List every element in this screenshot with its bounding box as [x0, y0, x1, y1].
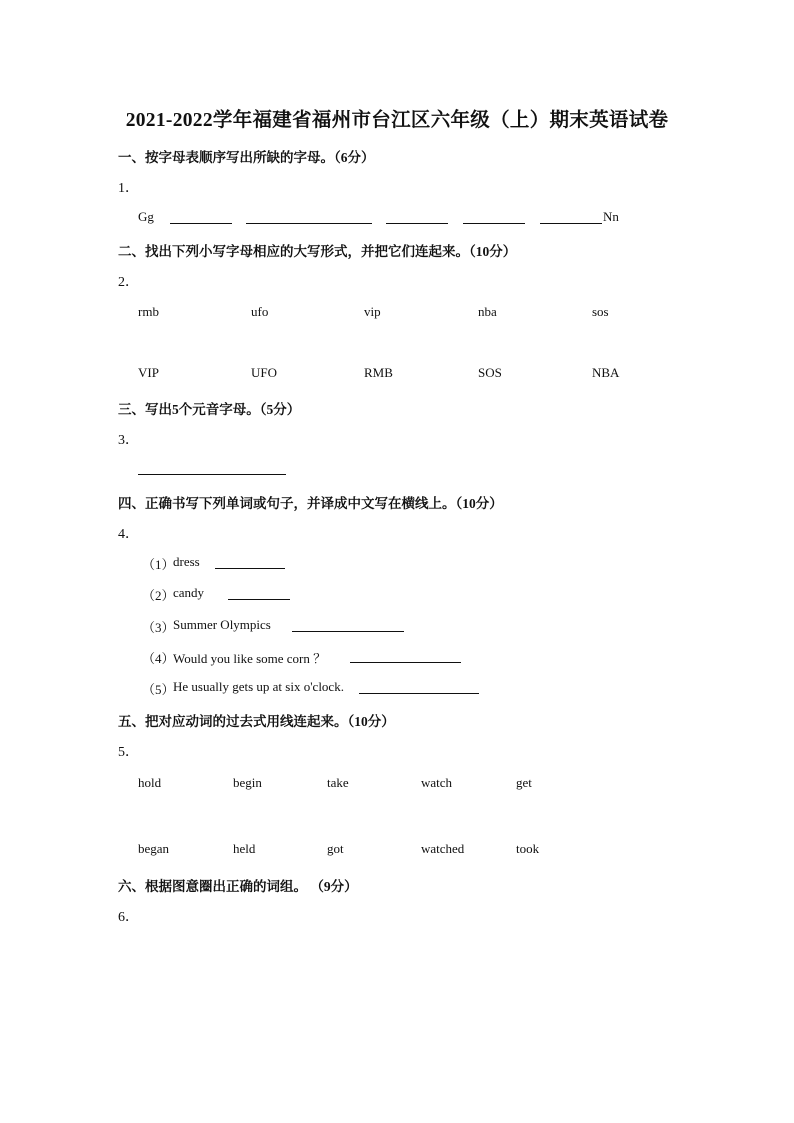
- answer-blank[interactable]: [350, 662, 461, 663]
- item-label: （4）: [142, 651, 175, 666]
- page-title: 2021-2022学年福建省福州市台江区六年级（上）期末英语试卷: [125, 110, 669, 131]
- question-5-number: 5．: [118, 745, 139, 760]
- past-tense-word[interactable]: held: [233, 841, 256, 856]
- section-3-heading: 三、写出5个元音字母。（5分）: [118, 402, 301, 417]
- section-4-heading: 四、正确书写下列单词或句子，并译成中文写在横线上。（10分）: [118, 496, 503, 511]
- verb-word[interactable]: hold: [138, 775, 162, 790]
- past-tense-word[interactable]: got: [327, 841, 344, 856]
- item-text: dress: [173, 554, 200, 569]
- lowercase-word[interactable]: rmb: [138, 304, 159, 319]
- answer-blank[interactable]: [540, 223, 602, 224]
- verb-word[interactable]: get: [516, 775, 532, 790]
- section-1-heading: 一、按字母表顺序写出所缺的字母。（6分）: [118, 150, 375, 165]
- question-4-number: 4．: [118, 527, 139, 542]
- answer-blank[interactable]: [138, 474, 286, 475]
- question-6-number: 6．: [118, 910, 139, 925]
- section-6-heading: 六、根据图意圈出正确的词组。 （9分）: [118, 879, 358, 894]
- lowercase-word[interactable]: nba: [478, 304, 497, 319]
- answer-blank[interactable]: [170, 223, 232, 224]
- item-text: candy: [173, 585, 205, 600]
- lowercase-word[interactable]: ufo: [251, 304, 269, 319]
- answer-blank[interactable]: [386, 223, 448, 224]
- section-5-heading: 五、把对应动词的过去式用线连起来。（10分）: [118, 714, 395, 729]
- answer-blank[interactable]: [463, 223, 525, 224]
- past-tense-word[interactable]: took: [516, 841, 540, 856]
- item-label: （2）: [142, 588, 175, 603]
- question-3-number: 3．: [118, 433, 139, 448]
- section-2-heading: 二、找出下列小写字母相应的大写形式，并把它们连起来。（10分）: [118, 244, 517, 259]
- item-label: （1）: [142, 557, 175, 572]
- item-label: （3）: [142, 620, 175, 635]
- lowercase-word[interactable]: vip: [364, 304, 381, 319]
- uppercase-word[interactable]: VIP: [138, 365, 159, 380]
- answer-blank[interactable]: [359, 693, 479, 694]
- start-letter: Gg: [138, 209, 154, 224]
- question-2-number: 2．: [118, 275, 139, 290]
- past-tense-word[interactable]: watched: [421, 841, 465, 856]
- uppercase-word[interactable]: UFO: [251, 365, 278, 380]
- uppercase-word[interactable]: RMB: [364, 365, 393, 380]
- answer-blank[interactable]: [292, 631, 404, 632]
- lowercase-word[interactable]: sos: [592, 304, 609, 319]
- verb-word[interactable]: begin: [233, 775, 262, 790]
- past-tense-word[interactable]: began: [138, 841, 170, 856]
- answer-blank[interactable]: [215, 568, 285, 569]
- item-text: Would you like some corn ？: [173, 651, 327, 666]
- item-text: He usually gets up at six o'clock.: [173, 679, 344, 694]
- answer-blank[interactable]: [228, 599, 290, 600]
- question-1-number: 1．: [118, 181, 139, 196]
- verb-word[interactable]: take: [327, 775, 349, 790]
- uppercase-word[interactable]: NBA: [592, 365, 620, 380]
- uppercase-word[interactable]: SOS: [478, 365, 502, 380]
- verb-word[interactable]: watch: [421, 775, 453, 790]
- item-label: （5）: [142, 682, 175, 697]
- end-letter: Nn: [603, 209, 619, 224]
- item-text: Summer Olympics: [173, 617, 271, 632]
- answer-blank[interactable]: [246, 223, 372, 224]
